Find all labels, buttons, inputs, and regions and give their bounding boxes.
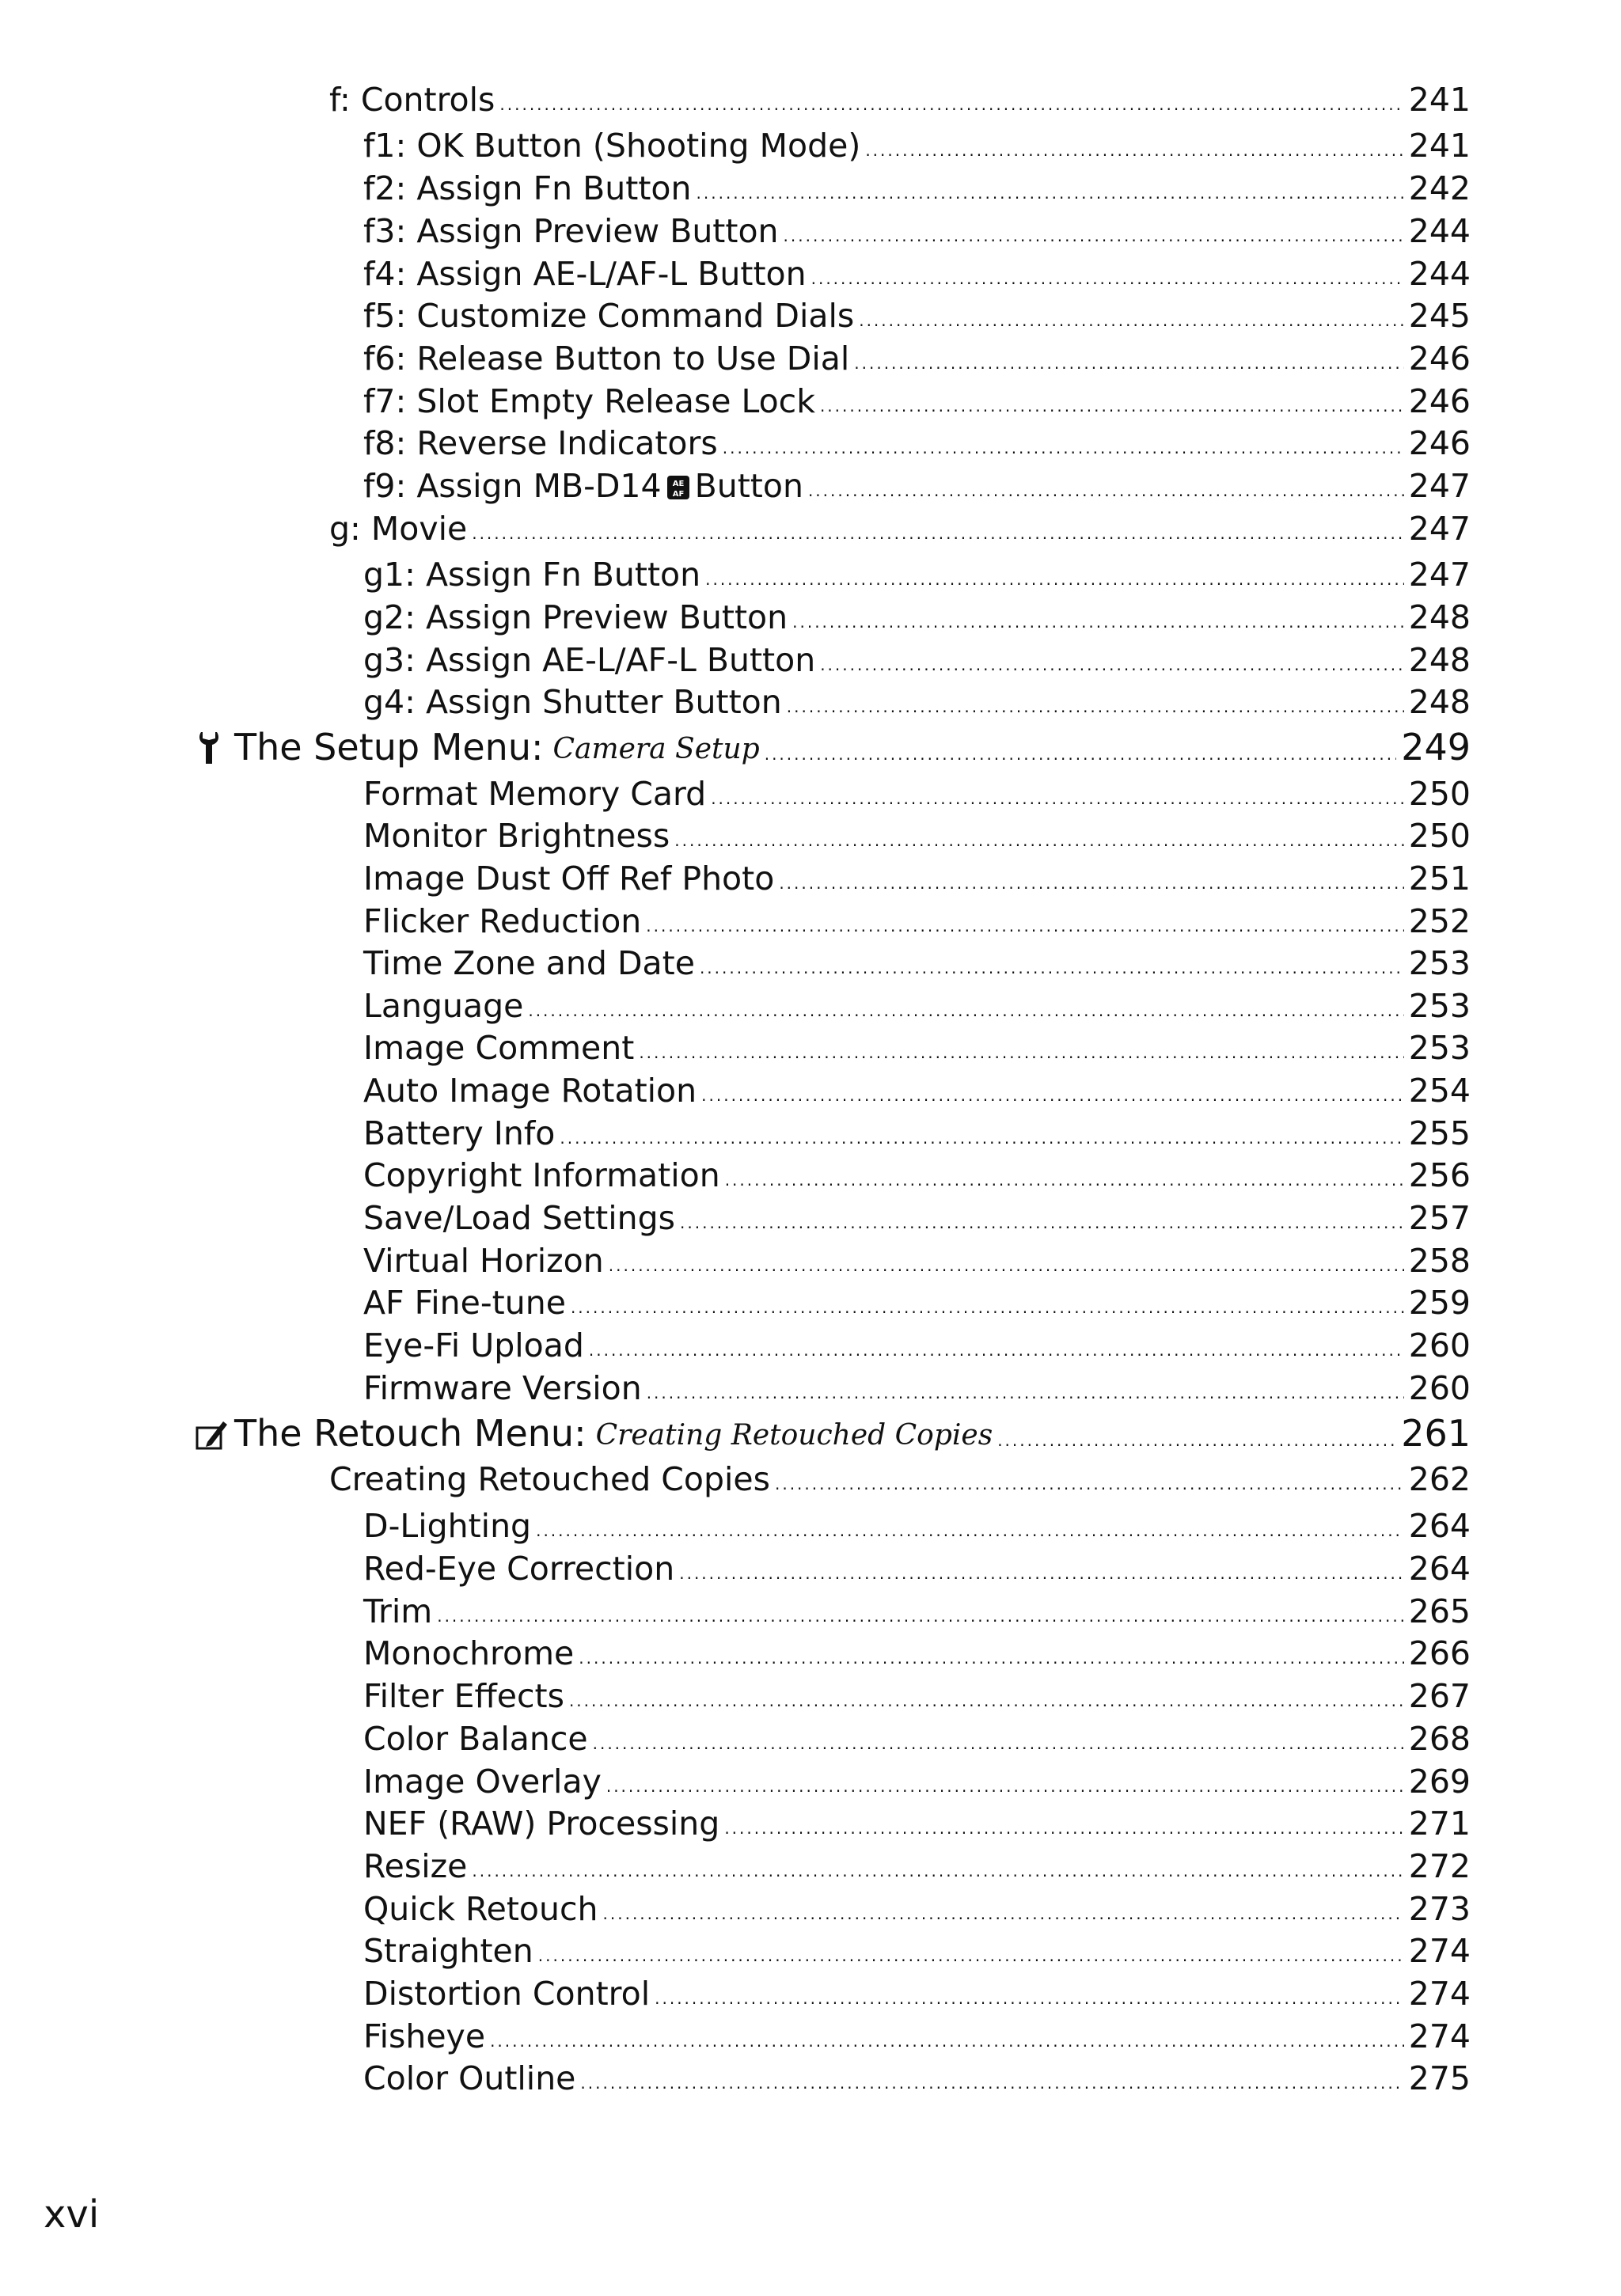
toc-entry-title: AF Fine-tune — [363, 1284, 566, 1322]
toc-entry[interactable] — [363, 338, 1471, 378]
toc-page-number: 266 — [1408, 1634, 1471, 1672]
toc-entry-title: Color Balance — [363, 1720, 588, 1758]
toc-page-number: 248 — [1408, 641, 1471, 679]
leader-dots — [606, 1778, 1404, 1794]
leader-dots — [705, 571, 1404, 587]
toc-page-number: 244 — [1408, 255, 1471, 293]
toc-entry-title: g1: Assign Fn Button — [363, 556, 701, 594]
toc-entry[interactable] — [363, 858, 1471, 898]
leader-dots — [538, 1948, 1404, 1964]
toc-entry-title: f2: Assign Fn Button — [363, 169, 692, 207]
toc-page-number: 271 — [1408, 1805, 1471, 1842]
toc-entry-title: Flicker Reduction — [363, 902, 642, 940]
leader-dots — [680, 1215, 1404, 1231]
toc-page-number: 274 — [1408, 2017, 1471, 2055]
leader-dots — [647, 1385, 1404, 1401]
toc-page-number: 260 — [1408, 1326, 1471, 1364]
toc-entry-title: f1: OK Button (Shooting Mode) — [363, 127, 861, 165]
toc-page-number: 246 — [1408, 340, 1471, 378]
toc-entry[interactable] — [329, 1459, 1471, 1498]
toc-page-number: 273 — [1408, 1890, 1471, 1928]
toc-entry-title: Red-Eye Correction — [363, 1550, 675, 1588]
leader-dots — [472, 526, 1404, 541]
toc-page-number: 244 — [1408, 212, 1471, 250]
toc-entry-title: f7: Slot Empty Release Lock — [363, 382, 815, 420]
toc-entry-title: g: Movie — [329, 510, 468, 548]
toc-entry[interactable] — [329, 79, 1471, 119]
toc-entry[interactable] — [363, 1368, 1471, 1407]
leader-dots — [536, 1523, 1404, 1539]
toc-page-number: 264 — [1408, 1550, 1471, 1588]
toc-page-number: 255 — [1408, 1114, 1471, 1152]
toc-page-number: 241 — [1408, 127, 1471, 165]
toc-entry[interactable] — [363, 554, 1471, 594]
toc-page-number: 256 — [1408, 1156, 1471, 1194]
toc-entry-title: Resize — [363, 1847, 468, 1885]
leader-dots — [725, 1172, 1404, 1188]
toc-entry-title: Virtual Horizon — [363, 1242, 604, 1280]
leader-dots — [589, 1342, 1404, 1358]
toc-page-number: 259 — [1408, 1284, 1471, 1322]
toc-section-heading[interactable] — [195, 1412, 1471, 1455]
toc-page-number: 264 — [1408, 1507, 1471, 1545]
toc-entry-title: Image Comment — [363, 1029, 635, 1067]
toc-entry-title: Time Zone and Date — [363, 944, 695, 982]
toc-entry-title: Save/Load Settings — [363, 1199, 676, 1237]
leader-dots — [655, 1990, 1404, 2006]
toc-page-number: 275 — [1408, 2059, 1471, 2097]
toc-page-number: 251 — [1408, 860, 1471, 898]
section-subtitle: Creating Retouched Copies — [595, 1419, 993, 1452]
leader-dots — [593, 1736, 1404, 1751]
toc-entry[interactable] — [363, 1718, 1471, 1758]
leader-dots — [820, 398, 1404, 414]
leader-dots — [569, 1693, 1404, 1709]
toc-entry-title: Image Overlay — [363, 1763, 602, 1801]
toc-page-number: 274 — [1408, 1975, 1471, 2013]
toc-entry-title: Monochrome — [363, 1634, 575, 1672]
toc-entry[interactable] — [363, 943, 1471, 982]
toc-entry-title: Firmware Version — [363, 1369, 642, 1407]
leader-dots — [580, 2075, 1403, 2091]
leader-dots — [639, 1045, 1403, 1061]
toc-page-number: 272 — [1408, 1847, 1471, 1885]
toc-entry-title: Fisheye — [363, 2017, 486, 2055]
toc-entry[interactable] — [363, 1973, 1471, 2013]
leader-dots — [811, 271, 1404, 287]
leader-dots — [603, 1906, 1404, 1922]
toc-page-number: 248 — [1408, 683, 1471, 721]
toc-entry-title: D-Lighting — [363, 1507, 532, 1545]
toc-entry-title: g4: Assign Shutter Button — [363, 683, 782, 721]
toc-entry-title: f5: Customize Command Dials — [363, 297, 855, 335]
leader-dots — [865, 142, 1403, 158]
toc-page-number: 247 — [1408, 467, 1471, 505]
leader-dots — [697, 185, 1404, 201]
leader-dots — [723, 440, 1404, 456]
toc-section-heading[interactable] — [195, 726, 1471, 768]
toc-entry-title: Monitor Brightness — [363, 817, 670, 855]
toc-entry[interactable] — [363, 681, 1471, 721]
toc-page-number: 258 — [1408, 1242, 1471, 1280]
toc-entry[interactable] — [363, 1113, 1471, 1152]
toc-entry[interactable] — [363, 2016, 1471, 2055]
toc-entry-title: Auto Image Rotation — [363, 1072, 697, 1110]
toc-entry-title: The Retouch Menu: Creating Retouched Copies — [195, 1412, 993, 1455]
leader-dots — [997, 1433, 1396, 1448]
svg-text:AF: AF — [672, 490, 684, 499]
toc-entry[interactable] — [363, 1761, 1471, 1801]
toc-page-number: 261 — [1401, 1412, 1471, 1455]
toc-entry[interactable] — [363, 1197, 1471, 1237]
toc-entry[interactable] — [363, 1676, 1471, 1715]
toc-entry-title: Distortion Control — [363, 1975, 651, 2013]
toc-page-number: 241 — [1408, 81, 1471, 119]
toc-entry-title: f6: Release Button to Use Dial — [363, 340, 850, 378]
toc-entry[interactable] — [363, 1888, 1471, 1928]
toc-page-number: 253 — [1408, 944, 1471, 982]
leader-dots — [646, 918, 1403, 934]
toc-entry[interactable] — [363, 2058, 1471, 2097]
toc-page-number: 248 — [1408, 598, 1471, 636]
toc-entry[interactable] — [363, 381, 1471, 420]
leader-dots — [490, 2033, 1404, 2049]
toc-page-number: 269 — [1408, 1763, 1471, 1801]
toc-entry[interactable] — [363, 1325, 1471, 1364]
toc-entry-title: Filter Effects — [363, 1677, 564, 1715]
toc-page-number: 246 — [1408, 424, 1471, 462]
toc-entry-title: Creating Retouched Copies — [329, 1460, 770, 1498]
toc-entry[interactable] — [329, 508, 1471, 548]
toc-page-number: 260 — [1408, 1369, 1471, 1407]
wrench-icon — [195, 731, 226, 765]
toc-entry-title: Format Memory Card — [363, 775, 707, 813]
ae-l-af-l-icon — [666, 470, 690, 499]
toc-page-number: 250 — [1408, 817, 1471, 855]
toc-page-number: 265 — [1408, 1592, 1471, 1630]
toc-entry[interactable] — [363, 1591, 1471, 1630]
toc-entry-title: Battery Info — [363, 1114, 556, 1152]
leader-dots — [674, 833, 1403, 848]
leader-dots — [700, 960, 1404, 976]
toc-page-number: 257 — [1408, 1199, 1471, 1237]
toc-page-number: 253 — [1408, 1029, 1471, 1067]
toc-page-number: 247 — [1408, 510, 1471, 548]
leader-dots — [820, 657, 1404, 673]
leader-dots — [579, 1650, 1403, 1666]
leader-dots — [711, 791, 1404, 806]
toc-entry[interactable] — [363, 1282, 1471, 1322]
toc-entry[interactable] — [363, 815, 1471, 855]
leader-dots — [765, 746, 1396, 762]
leader-dots — [775, 1476, 1404, 1492]
leader-dots — [854, 355, 1403, 371]
leader-dots — [609, 1258, 1404, 1273]
toc-entry[interactable] — [363, 1846, 1471, 1885]
toc-entry-title: Quick Retouch — [363, 1890, 598, 1928]
retouch-icon — [195, 1417, 226, 1452]
toc-entry[interactable] — [363, 465, 1471, 505]
toc-page-number: 254 — [1408, 1072, 1471, 1110]
toc-entry-title: Image Dust Off Ref Photo — [363, 860, 775, 898]
toc-entry[interactable] — [363, 1548, 1471, 1588]
toc-entry-title: g3: Assign AE-L/AF-L Button — [363, 641, 816, 679]
toc-entry[interactable] — [363, 1155, 1471, 1194]
leader-dots — [679, 1565, 1404, 1581]
toc-entry-title: Straighten — [363, 1932, 533, 1970]
svg-text:AE: AE — [672, 480, 684, 488]
leader-dots — [779, 875, 1403, 891]
toc-entry-title: NEF (RAW) Processing — [363, 1805, 720, 1842]
leader-dots — [792, 614, 1404, 630]
toc-entry-title: Color Outline — [363, 2059, 576, 2097]
toc-entry[interactable] — [363, 985, 1471, 1025]
leader-dots — [528, 1003, 1403, 1019]
toc-entry[interactable] — [363, 773, 1471, 813]
leader-dots — [784, 228, 1404, 244]
toc-entry-title: f8: Reverse Indicators — [363, 424, 718, 462]
toc-page-number: 246 — [1408, 382, 1471, 420]
toc-entry-title: f3: Assign Preview Button — [363, 212, 779, 250]
toc-entry[interactable] — [363, 1803, 1471, 1842]
toc-page-number: 252 — [1408, 902, 1471, 940]
leader-dots — [437, 1608, 1404, 1624]
toc-entry[interactable] — [363, 423, 1471, 462]
toc-entry[interactable] — [363, 1027, 1471, 1067]
toc-entry[interactable] — [363, 639, 1471, 679]
toc-entry-title: f9: Assign MB-D14 AE AF Button — [363, 467, 803, 505]
toc-entry[interactable] — [363, 1505, 1471, 1545]
leader-dots — [560, 1130, 1403, 1146]
toc-entry[interactable] — [363, 1930, 1471, 1970]
leader-dots — [859, 313, 1404, 328]
toc-page-number: 247 — [1408, 556, 1471, 594]
toc-page-number: 250 — [1408, 775, 1471, 813]
leader-dots — [808, 483, 1404, 499]
toc-entry[interactable] — [363, 901, 1471, 940]
toc-entry[interactable] — [363, 211, 1471, 250]
toc-page-number: 245 — [1408, 297, 1471, 335]
leader-dots — [571, 1300, 1404, 1315]
toc-entry[interactable] — [363, 1070, 1471, 1110]
toc-entry[interactable] — [363, 125, 1471, 165]
toc-entry-title: Eye-Fi Upload — [363, 1326, 584, 1364]
page-number: xvi — [44, 2192, 100, 2237]
toc-entry[interactable] — [363, 597, 1471, 636]
leader-dots — [724, 1820, 1403, 1836]
leader-dots — [787, 699, 1404, 715]
toc-page-number: 242 — [1408, 169, 1471, 207]
toc-entry-title: Language — [363, 987, 524, 1025]
toc-page-number: 249 — [1401, 726, 1471, 768]
toc-entry-title: f4: Assign AE-L/AF-L Button — [363, 255, 807, 293]
toc-entry[interactable] — [363, 295, 1471, 335]
toc-page-number: 267 — [1408, 1677, 1471, 1715]
leader-dots — [701, 1087, 1404, 1103]
toc-entry-title: g2: Assign Preview Button — [363, 598, 788, 636]
toc-entry-title: Copyright Information — [363, 1156, 720, 1194]
toc-page-number: 268 — [1408, 1720, 1471, 1758]
leader-dots — [472, 1863, 1403, 1879]
toc-entry-title: Trim — [363, 1592, 433, 1630]
toc-page-number: 274 — [1408, 1932, 1471, 1970]
section-subtitle: Camera Setup — [552, 733, 760, 765]
toc-entry[interactable] — [363, 253, 1471, 293]
leader-dots — [499, 97, 1403, 112]
toc-entry-title: f: Controls — [329, 81, 495, 119]
toc-entry[interactable] — [363, 168, 1471, 207]
toc-entry-title: The Setup Menu: Camera Setup — [195, 726, 760, 768]
toc-entry[interactable] — [363, 1240, 1471, 1280]
toc-page-number: 262 — [1408, 1460, 1471, 1498]
toc-page-number: 253 — [1408, 987, 1471, 1025]
toc-entry[interactable] — [363, 1633, 1471, 1672]
